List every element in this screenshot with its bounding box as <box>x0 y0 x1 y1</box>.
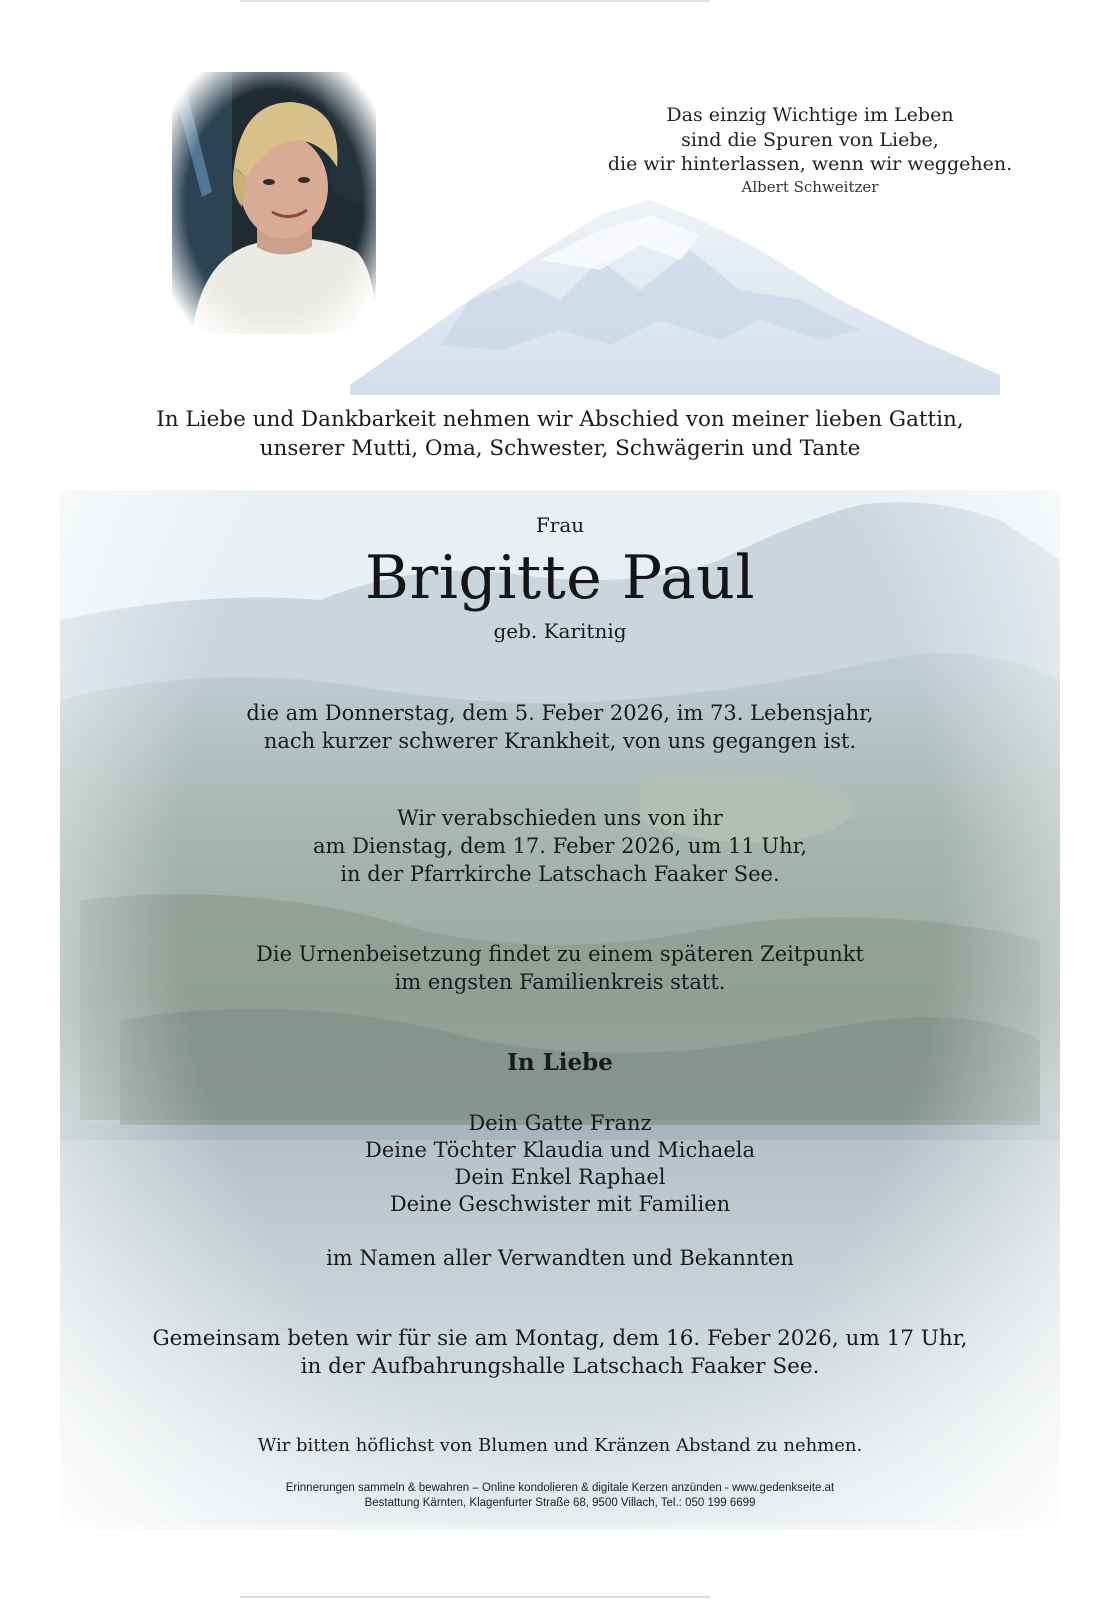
quote-author: Albert Schweitzer <box>741 177 879 196</box>
portrait-photo <box>172 72 376 334</box>
scan-edge-bottom <box>240 1596 710 1598</box>
footer-line: Erinnerungen sammeln & bewahren – Online kondolieren & digitale Kerzen anzünden - www.gedenkseite.at <box>285 1482 835 1494</box>
mourners-list <box>0 1110 1120 1218</box>
intro-line: unserer Mutti, Oma, Schwester, Schwägerin und Tante <box>259 436 861 461</box>
intro-text <box>0 405 1120 463</box>
death-notice <box>0 699 1120 755</box>
flowers-note: Wir bitten höflichst von Blumen und Kränzen Abstand zu nehmen. <box>257 1435 863 1456</box>
footer <box>0 1481 1120 1511</box>
mourner-line: Deine Töchter Klaudia und Michaela <box>365 1138 755 1162</box>
mourners-heading: In Liebe <box>507 1049 613 1076</box>
mourner-line: Deine Geschwister mit Familien <box>389 1192 731 1216</box>
quote-line: sind die Spuren von Liebe, <box>681 128 939 151</box>
quote-line: die wir hinterlassen, wenn wir weggehen. <box>607 153 1013 175</box>
quote-block <box>600 103 1020 198</box>
footer-line: Bestattung Kärnten, Klagenfurter Straße 68, 9500 Villach, Tel.: 050 199 6699 <box>364 1497 756 1509</box>
deceased-name: Brigitte Paul <box>364 543 756 613</box>
farewell-service <box>0 804 1120 888</box>
farewell-line: in der Pfarrkirche Latschach Faaker See. <box>340 862 780 886</box>
mourner-line: Dein Enkel Raphael <box>454 1165 666 1189</box>
prayer-line: Gemeinsam beten wir für sie am Montag, dem 16. Feber 2026, um 17 Uhr, <box>152 1326 968 1351</box>
urn-burial <box>0 940 1120 996</box>
urn-line: Die Urnenbeisetzung findet zu einem späteren Zeitpunkt <box>256 942 864 966</box>
prayer-notice <box>0 1325 1120 1381</box>
urn-line: im engsten Familienkreis statt. <box>394 970 726 994</box>
intro-line: In Liebe und Dankbarkeit nehmen wir Abschied von meiner lieben Gattin, <box>156 407 964 432</box>
death-notice-line: die am Donnerstag, dem 5. Feber 2026, im 73. Lebensjahr, <box>246 701 874 725</box>
quote-line: Das einzig Wichtige im Leben <box>666 104 954 126</box>
mourners-closing: im Namen aller Verwandten und Bekannten <box>326 1246 794 1270</box>
farewell-line: Wir verabschieden uns von ihr <box>397 806 723 830</box>
death-notice-line: nach kurzer schwerer Krankheit, von uns gegangen ist. <box>263 729 857 753</box>
farewell-line: am Dienstag, dem 17. Feber 2026, um 11 Uhr, <box>312 834 808 858</box>
prayer-line: in der Aufbahrungshalle Latschach Faaker See. <box>300 1354 820 1379</box>
birth-name: geb. Karitnig <box>493 619 627 643</box>
salutation: Frau <box>535 513 585 537</box>
mourner-line: Dein Gatte Franz <box>468 1111 652 1135</box>
